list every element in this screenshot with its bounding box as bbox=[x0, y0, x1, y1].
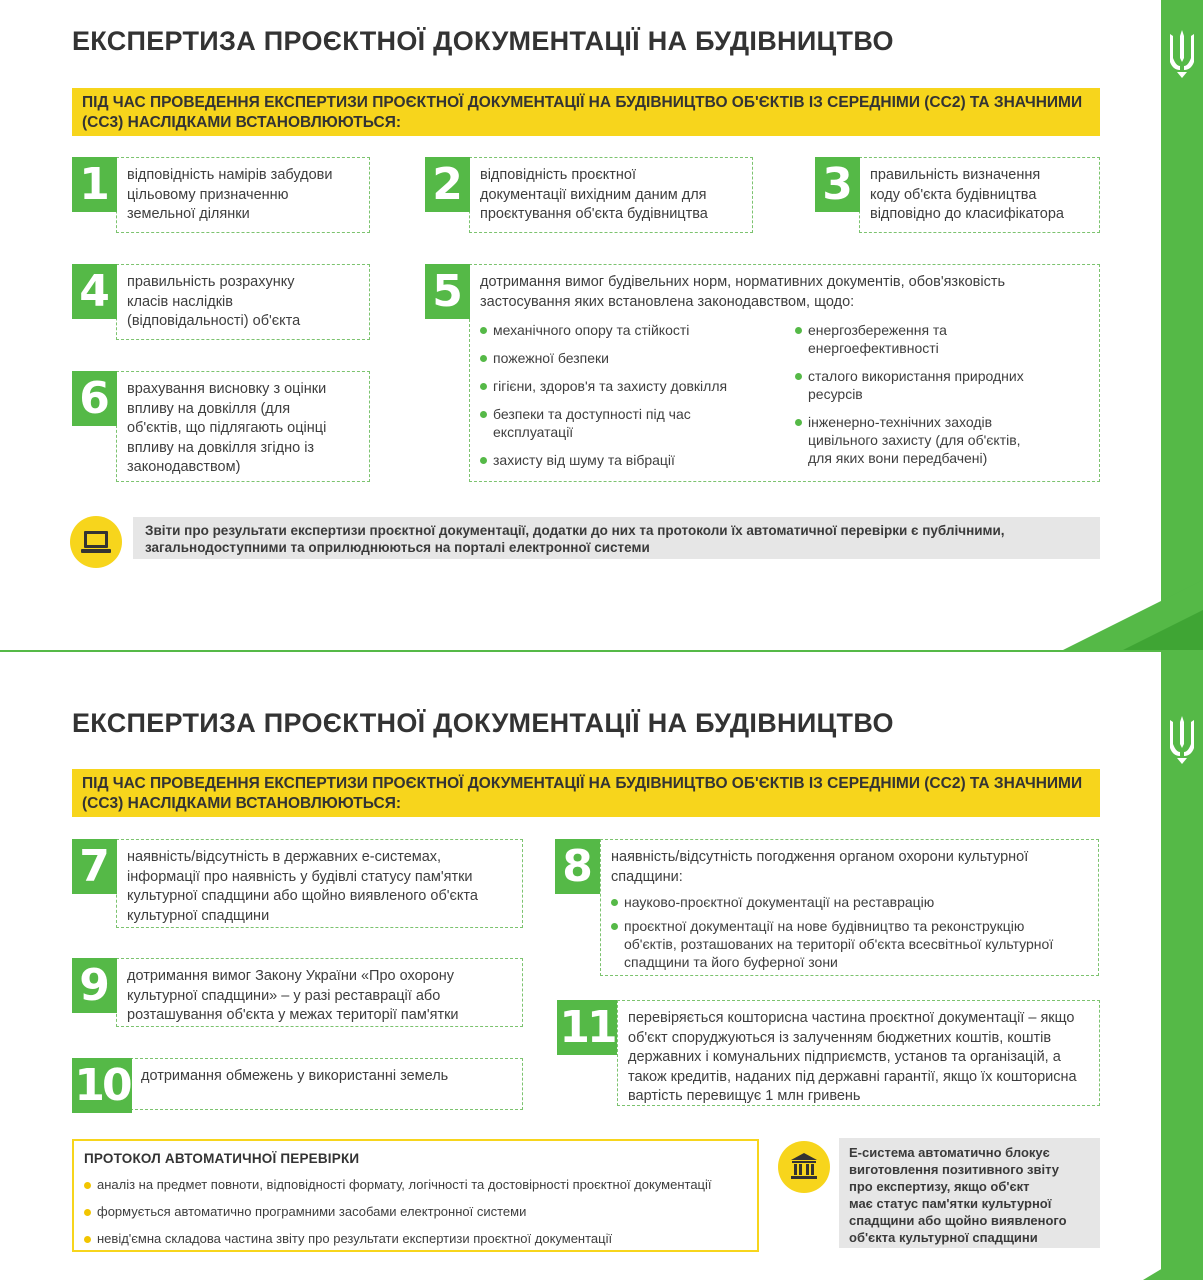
list-item: енергозбереження та енергоефективності bbox=[795, 321, 1085, 357]
item-4-text: правильність розрахунку класів наслідків (відповідальності) об'єкта bbox=[127, 274, 301, 329]
list-item: механічного опору та стійкості bbox=[480, 321, 785, 339]
item-7-number: 7 bbox=[72, 839, 117, 894]
notice-text: Е-система автоматично блокує виготовлення позитивного звіту про експертизу, якщо об'єкт має статус пам'ятки культурної спадщини або щойно виявленого об'єкта культурної спадщини bbox=[839, 1138, 1100, 1248]
item-2-text: відповідність проєктної документації вихідним даним для проєктування об'єкта будівництва bbox=[480, 167, 708, 222]
page-title: ЕКСПЕРТИЗА ПРОЄКТНОЇ ДОКУМЕНТАЦІЇ НА БУДІВНИЦТВО bbox=[72, 708, 894, 738]
side-strip bbox=[1161, 0, 1203, 650]
item-2-box bbox=[469, 157, 753, 233]
item-11-box bbox=[617, 1000, 1100, 1106]
list-item: аналіз на предмет повноти, відповідності формату, логічності та достовірності проєктної документації bbox=[84, 1176, 747, 1193]
list-item: захисту від шуму та вібрації bbox=[480, 451, 785, 469]
protocol-title: ПРОТОКОЛ АВТОМАТИЧНОЇ ПЕРЕВІРКИ bbox=[84, 1151, 360, 1166]
item-5-box bbox=[469, 264, 1100, 482]
item-10-box bbox=[130, 1058, 523, 1110]
item-8-number: 8 bbox=[555, 839, 600, 894]
item-1-box bbox=[116, 157, 370, 233]
item-2-number: 2 bbox=[425, 157, 470, 212]
protocol-box bbox=[72, 1139, 759, 1252]
trident-icon bbox=[1167, 714, 1197, 766]
list-item: невід'ємна складова частина звіту про результати експертизи проєктної документації bbox=[84, 1230, 747, 1247]
item-4-box bbox=[116, 264, 370, 340]
item-6-number: 6 bbox=[72, 371, 117, 426]
list-item: сталого використання природних ресурсів bbox=[795, 367, 1085, 403]
item-9-text: дотримання вимог Закону України «Про охорону культурної спадщини» – у разі реставрації або розташування об'єкта у межах території пам'ятки bbox=[127, 968, 459, 1023]
item-6-text: врахування висновку з оцінки впливу на довкілля (для об'єктів, що підлягають оцінці впливу на довкілля згідно із законодавством) bbox=[127, 381, 327, 475]
item-7-text: наявність/відсутність в державних е-системах, інформації про наявність у будівлі статусу пам'ятки культурної спадщини або щойно виявленого об'єкта культурної спадщини bbox=[127, 849, 478, 924]
corner-decoration bbox=[1063, 580, 1203, 650]
list-item: гігієни, здоров'я та захисту довкілля bbox=[480, 377, 785, 395]
laptop-icon bbox=[70, 516, 122, 568]
item-9-number: 9 bbox=[72, 958, 117, 1013]
item-1-text: відповідність намірів забудови цільовому призначенню земельної ділянки bbox=[127, 167, 333, 222]
item-11-number: 11 bbox=[557, 1000, 617, 1055]
item-10-text: дотримання обмежень у використанні земель bbox=[141, 1068, 449, 1084]
list-item: безпеки та доступності під час експлуатації bbox=[480, 405, 785, 441]
banner: ПІД ЧАС ПРОВЕДЕННЯ ЕКСПЕРТИЗИ ПРОЄКТНОЇ ДОКУМЕНТАЦІЇ НА БУДІВНИЦТВО ОБ'ЄКТІВ ІЗ СЕРЕДНІМИ (СС2) ТА ЗНАЧНИМИ (СС3) НАСЛІДКАМИ ВСТАНОВЛЮЮТЬСЯ: bbox=[72, 88, 1100, 136]
item-3-text: правильність визначення коду об'єкта будівництва відповідно до класифікатора bbox=[870, 167, 1064, 222]
item-7-box bbox=[116, 839, 523, 928]
list-item: інженерно-технічних заходів цивільного захисту (для об'єктів, для яких вони передбачені) bbox=[795, 413, 1085, 467]
item-3-number: 3 bbox=[815, 157, 860, 212]
item-4-number: 4 bbox=[72, 264, 117, 319]
page-title: ЕКСПЕРТИЗА ПРОЄКТНОЇ ДОКУМЕНТАЦІЇ НА БУДІВНИЦТВО bbox=[72, 26, 894, 56]
notice-text: Звіти про результати експертизи проєктної документації, додатки до них та протоколи їх автоматичної перевірки є публічними, загальнодоступними та оприлюднюються на порталі електронної системи bbox=[133, 517, 1100, 559]
list-item: науково-проєктної документації на реставрацію bbox=[611, 893, 1088, 911]
item-11-text: перевіряється кошторисна частина проєктної документації – якщо об'єкт споруджуються із залученням бюджетних коштів, коштів державних і комунальних підприємств, установ та організацій, а також кредитів, наданих під державні гарантії, якщо їх кошторисна вартість перевищує 1 млн гривень bbox=[628, 1010, 1077, 1104]
slide-2 bbox=[0, 652, 1203, 1280]
item-1-number: 1 bbox=[72, 157, 117, 212]
item-8-box bbox=[600, 839, 1099, 976]
item-10-number: 10 bbox=[72, 1058, 132, 1113]
trident-icon bbox=[1167, 28, 1197, 80]
list-item: пожежної безпеки bbox=[480, 349, 785, 367]
list-item: проєктної документації на нове будівництво та реконструкцію об'єктів, розташованих на території об'єкта всесвітньої культурної спадщини та його буферної зони bbox=[611, 917, 1088, 971]
item-3-box bbox=[859, 157, 1100, 233]
item-5-right-list bbox=[795, 321, 1085, 467]
corner-decoration bbox=[1143, 1244, 1203, 1280]
item-5-text: дотримання вимог будівельних норм, нормативних документів, обов'язковість застосування яких встановлена законодавством, щодо: bbox=[480, 274, 1006, 310]
banner: ПІД ЧАС ПРОВЕДЕННЯ ЕКСПЕРТИЗИ ПРОЄКТНОЇ ДОКУМЕНТАЦІЇ НА БУДІВНИЦТВО ОБ'ЄКТІВ ІЗ СЕРЕДНІМИ (СС2) ТА ЗНАЧНИМИ (СС3) НАСЛІДКАМИ ВСТАНОВЛЮЮТЬСЯ: bbox=[72, 769, 1100, 817]
protocol-list bbox=[84, 1176, 747, 1247]
museum-icon bbox=[778, 1141, 830, 1193]
item-5-number: 5 bbox=[425, 264, 470, 319]
item-6-box bbox=[116, 371, 370, 482]
item-9-box bbox=[116, 958, 523, 1027]
item-8-list bbox=[611, 893, 1088, 971]
item-5-left-list bbox=[480, 321, 785, 469]
item-8-text: наявність/відсутність погодження органом охорони культурної спадщини: bbox=[611, 849, 1029, 885]
list-item: формується автоматично програмними засобами електронної системи bbox=[84, 1203, 747, 1220]
